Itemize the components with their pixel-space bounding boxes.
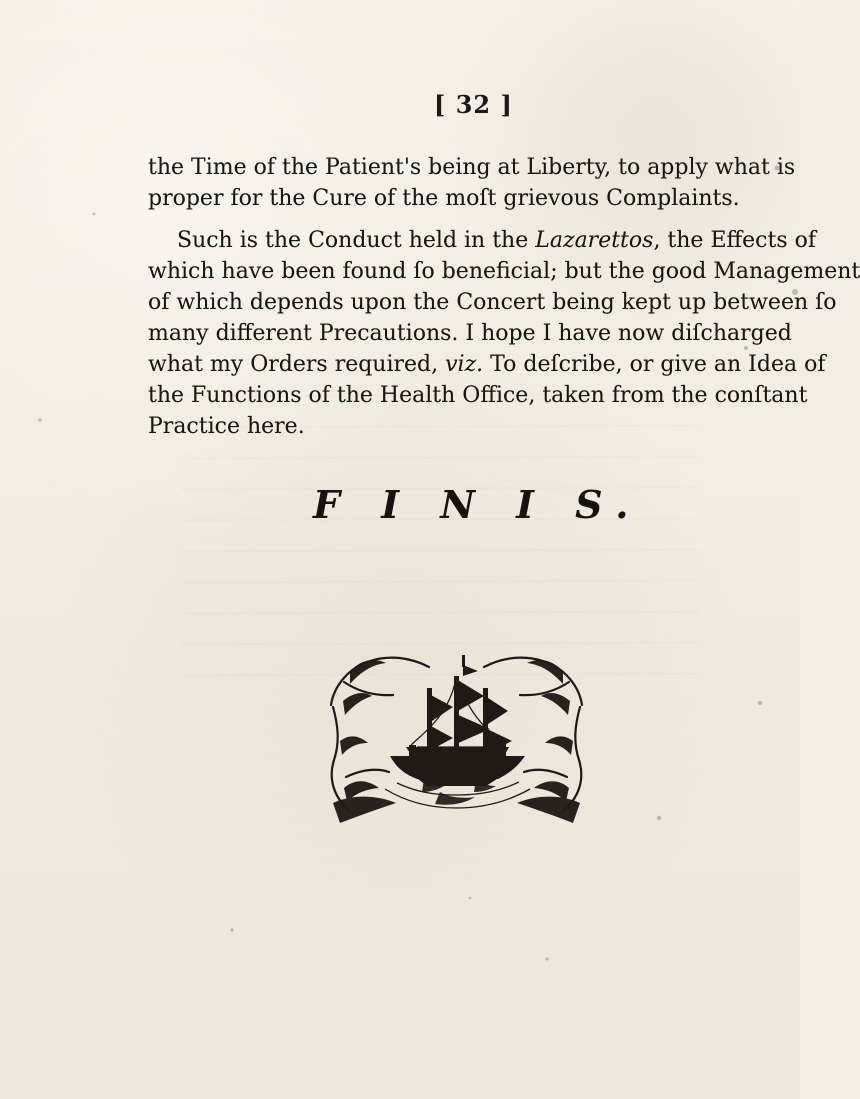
paragraph-2-line-4: many different Precautions. I hope I have now diſcharged [148,321,792,346]
paragraph-1-line-2: proper for the Cure of the moſt grievous Complaints. [148,186,740,211]
page-number: [ 32 ] [434,90,513,119]
paragraph-2-line-1 [148,225,816,256]
paragraph-2-line-1-prefix: Such is the Conduct held in the [177,228,536,253]
ship-ornament [316,643,597,827]
paragraph-2-line-1-suffix: , the Effects of [653,228,816,253]
paragraph-2-line-7: Practice here. [148,414,305,439]
paragraph-2-line-5 [148,349,826,380]
paragraph-1-line-1: the Time of the Patient's being at Liberty, to apply what is [148,155,796,180]
paragraph-2-line-6: the Functions of the Health Office, taken from the conſtant [148,383,808,408]
paragraph-2-line-5-suffix: To deſcribe, or give an Idea of [483,352,826,377]
paragraph-2-line-2: which have been found ſo beneficial; but the good Management [148,259,860,284]
main-text [148,152,860,442]
paragraph-spacer [148,214,752,225]
viz-abbreviation: viz. [445,352,484,377]
paragraph-2-line-5-prefix: what my Orders required, [148,352,446,377]
finis-heading: F I N I S. [313,482,643,527]
paragraph-2-line-3: of which depends upon the Concert being kept up between ſo [148,290,837,315]
lazarettos-word: Lazarettos [535,228,654,253]
